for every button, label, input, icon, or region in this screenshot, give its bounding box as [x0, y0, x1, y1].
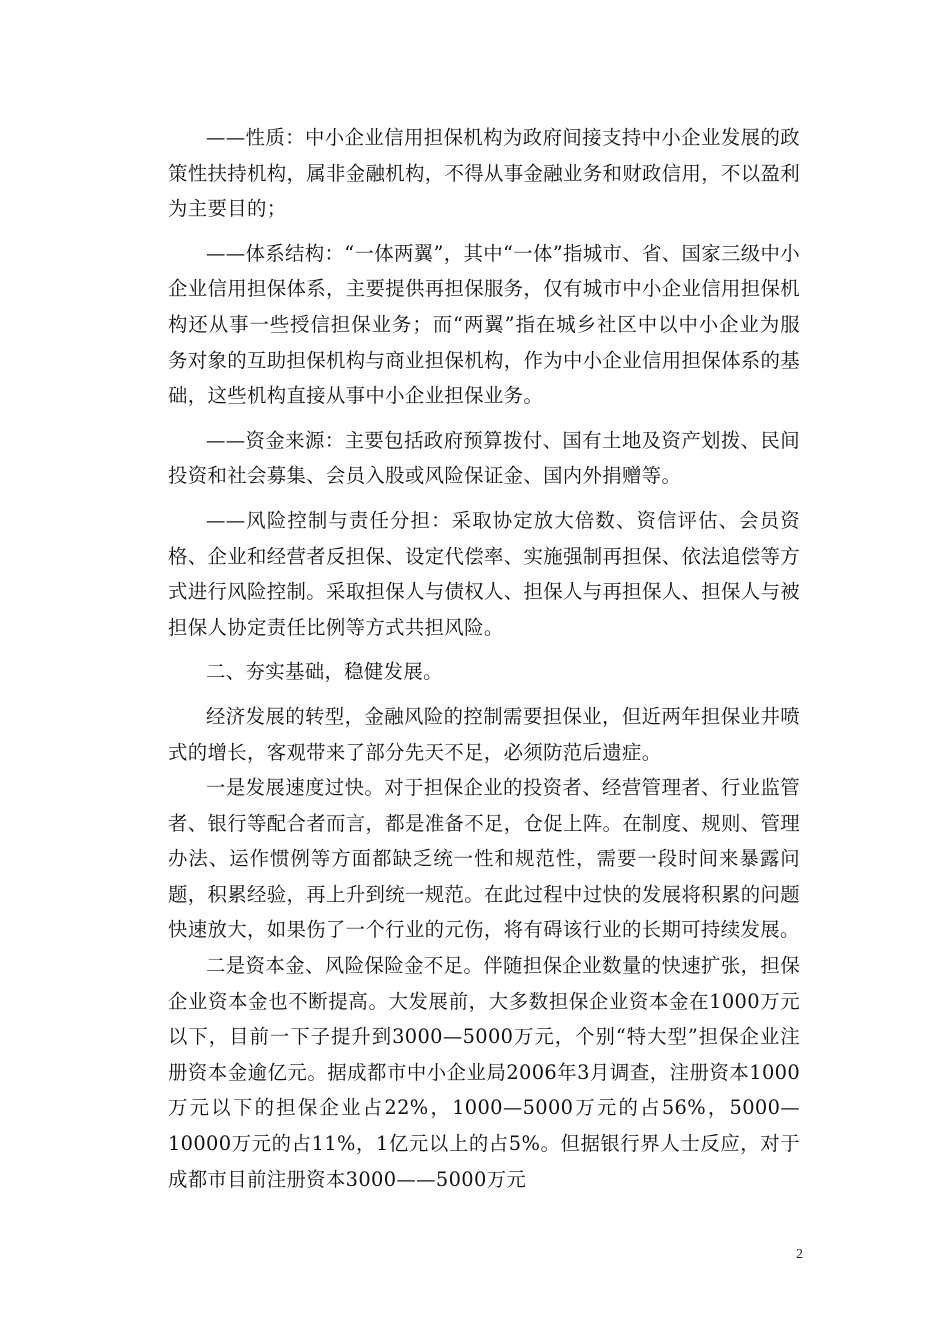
- paragraph-risk-control: ——风险控制与责任分担：采取协定放大倍数、资信评估、会员资格、企业和经营者反担保、设定代偿率、实施强制再担保、依法追偿等方式进行风险控制。采取担保人与债权人、担保人与再担保人、担保人与被担保人协定责任比例等方式共担风险。: [168, 508, 800, 639]
- document-body: [168, 120, 800, 1197]
- paragraph-nature: ——性质：中小企业信用担保机构为政府间接支持中小企业发展的政策性扶持机构，属非金融机构，不得从事金融业务和财政信用，不以盈利为主要目的；: [168, 126, 800, 221]
- paragraph-capital-shortage: 二是资本金、风险保险金不足。伴随担保企业数量的快速扩张，担保企业资本金也不断提高。大发展前，大多数担保企业资本金在1000万元以下，目前一下子提升到3000—5000万元，个别“特大型”担保企业注册资本金逾亿元。据成都市中小企业局2006年3月调查，注册资本1000万元以下的担保企业占22%，1000—5000万元的占56%，5000—10000万元的占11%，1亿元以上的占5%。但据银行界人士反应，对于成都市目前注册资本3000——5000万元: [168, 954, 800, 1191]
- page-number: 2: [796, 1247, 803, 1262]
- section-heading: 二、夯实基础，稳健发展。: [206, 660, 443, 684]
- paragraph-funding-sources: ——资金来源：主要包括政府预算拨付、国有土地及资产划拨、民间投资和社会募集、会员入股或风险保证金、国内外捐赠等。: [168, 428, 800, 488]
- paragraph-system-structure: ——体系结构：“一体两翼”，其中“一体”指城市、省、国家三级中小企业信用担保体系，主要提供再担保服务，仅有城市中小企业信用担保机构还从事一些授信担保业务；而“两翼”指在城乡社区中以中小企业为服务对象的互助担保机构与商业担保机构，作为中小企业信用担保体系的基础，这些机构直接从事中小企业担保业务。: [168, 241, 800, 408]
- paragraph-economic-transition: 经济发展的转型，金融风险的控制需要担保业，但近两年担保业井喷式的增长，客观带来了部分先天不足，必须防范后遗症。: [168, 704, 800, 764]
- paragraph-growth-too-fast: 一是发展速度过快。对于担保企业的投资者、经营管理者、行业监管者、银行等配合者而言，都是准备不足，仓促上阵。在制度、规则、管理办法、运作惯例等方面都缺乏统一性和规范性，需要一段时间来暴露问题，积累经验，再上升到统一规范。在此过程中过快的发展将积累的问题快速放大，如果伤了一个行业的元伤，将有碍该行业的长期可持续发展。: [168, 776, 800, 942]
